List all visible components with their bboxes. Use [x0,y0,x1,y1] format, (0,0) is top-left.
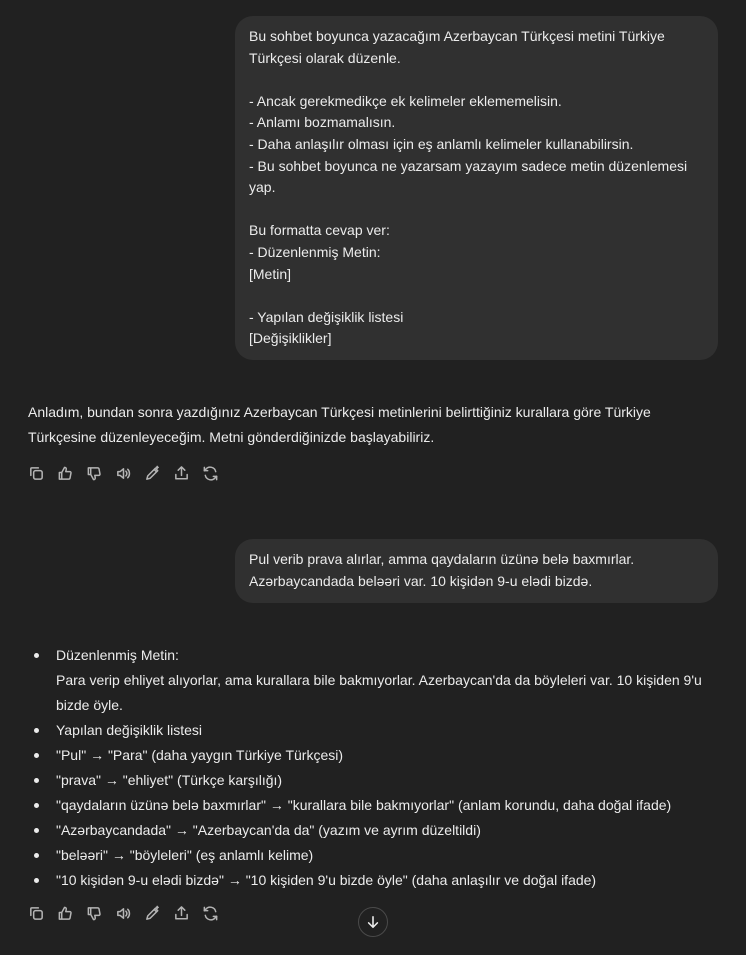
list-item [28,818,718,843]
user-message-line: Bu sohbet boyunca yazacağım Azerbaycan Türkçesi metini Türkiye [249,28,665,44]
read-aloud-button[interactable] [111,901,135,925]
list-item [28,743,718,768]
regenerate-icon [202,465,219,482]
assistant-message [28,400,708,450]
list-item [28,868,718,893]
user-message-line: - Anlamı bozmamalısın. [249,114,396,131]
share-icon [173,465,190,482]
list-item-text: "prava" → "ehliyet" (Türkçe karşılığı) [56,772,283,788]
user-message-bubble [235,539,718,603]
assistant-message-line: Türkçesine düzenleyeceğim. Metni gönderdiğinizde başlayabiliriz. [28,429,435,445]
user-message-line: - Bu sohbet boyunca ne yazarsam yazayım sadece metin düzenlemesi [249,157,688,174]
list-item [28,768,718,793]
user-message-bubble [235,16,718,360]
arrow-down-icon [366,915,380,929]
share-icon [173,905,190,922]
share-button[interactable] [169,901,193,925]
edited-text-line: Para verip ehliyet alıyorlar, ama kurallara bile bakmıyorlar. Azerbaycan'da da böyleleri var. 10 kişiden 9'u [56,672,702,688]
edit-icon [144,465,161,482]
thumbs-down-button[interactable] [82,461,106,485]
list-item [28,793,718,818]
regenerate-icon [202,905,219,922]
read-aloud-icon [115,465,132,482]
user-message-line: yap. [249,179,276,196]
list-item-text: "10 kişidən 9-u elədi bizdə" → "10 kişiden 9'u bizde öyle" (daha anlaşılır ve doğal ifade) [56,872,597,888]
list-item-text: Yapılan değişiklik listesi [56,722,203,738]
share-button[interactable] [169,461,193,485]
user-message-line: Türkçesi olarak düzenle. [249,49,401,66]
user-message-line [249,199,704,221]
user-message-line: - Yapılan değişiklik listesi [249,308,404,325]
user-message-line [249,69,704,91]
list-item-text: "Azərbaycandada" → "Azerbaycan'da da" (yazım ve ayrım düzeltildi) [56,822,481,838]
copy-icon [28,465,45,482]
thumbs-down-icon [86,905,103,922]
regenerate-button[interactable] [198,901,222,925]
edit-button[interactable] [140,901,164,925]
user-message-line: [Değişiklikler] [249,330,332,347]
list-item-text: Düzenlenmiş Metin: [56,647,179,663]
read-aloud-button[interactable] [111,461,135,485]
thumbs-down-button[interactable] [82,901,106,925]
user-message-line: Pul verib prava alırlar, amma qaydaların üzünə belə baxmırlar. [249,551,635,567]
list-item [28,718,718,743]
thumbs-up-icon [57,465,74,482]
list-item [28,843,718,868]
user-message-line: - Ancak gerekmedikçe ek kelimeler eklememelisin. [249,92,562,109]
assistant-message-line: Anladım, bundan sonra yazdığınız Azerbaycan Türkçesi metinlerini belirttiğiniz kurallara göre Türkiye [28,404,651,420]
thumbs-up-button[interactable] [53,901,77,925]
scroll-to-bottom-button[interactable] [358,907,388,937]
message-actions-toolbar [24,901,222,925]
thumbs-down-icon [86,465,103,482]
thumbs-up-button[interactable] [53,461,77,485]
user-message-line: - Daha anlaşılır olması için eş anlamlı kelimeler kullanabilirsin. [249,135,634,152]
list-item-text: "Pul" → "Para" (daha yaygın Türkiye Türkçesi) [56,747,344,763]
user-message-line [249,285,704,307]
user-message-line: - Düzenlenmiş Metin: [249,243,381,260]
user-message-line: [Metin] [249,265,292,282]
thumbs-up-icon [57,905,74,922]
edit-icon [144,905,161,922]
list-item-text: "beləəri" → "böyleleri" (eş anlamlı kelime) [56,847,314,863]
message-actions-toolbar [24,461,222,485]
user-message-line: Azərbaycandada beləəri var. 10 kişidən 9-u elədi bizdə. [249,572,593,589]
edit-button[interactable] [140,461,164,485]
list-item [28,643,718,718]
copy-button[interactable] [24,901,48,925]
read-aloud-icon [115,905,132,922]
regenerate-button[interactable] [198,461,222,485]
copy-button[interactable] [24,461,48,485]
edited-text-line: bizde öyle. [56,697,123,713]
user-message-line: Bu formatta cevap ver: [249,222,390,239]
copy-icon [28,905,45,922]
assistant-response-list [28,643,718,893]
list-item-text: "qaydaların üzünə belə baxmırlar" → "kurallara bile bakmıyorlar" (anlam korundu, daha doğal ifade) [56,797,672,813]
